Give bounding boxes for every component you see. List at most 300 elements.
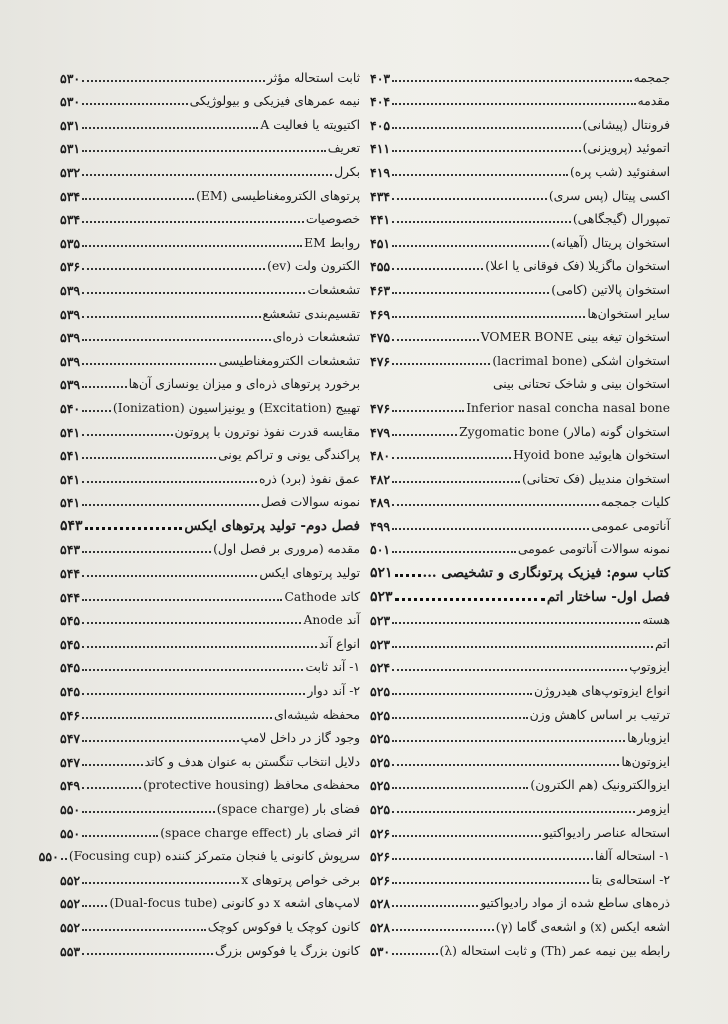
toc-entry-leader — [82, 150, 326, 152]
toc-entry-leader — [82, 717, 272, 719]
toc-entry-leader — [392, 693, 532, 695]
toc-entry-leader — [392, 457, 511, 459]
toc-entry — [60, 274, 360, 298]
toc-entry-leader — [392, 292, 549, 294]
toc-entry — [370, 392, 670, 416]
toc-entry-title: کتاب سوم: فیزیک پرتونگاری و تشخیصی ... — [422, 565, 670, 582]
toc-entry-leader — [82, 599, 282, 601]
toc-entry-title: استخوان هایوئید Hyoid bone — [513, 448, 670, 463]
toc-entry-leader — [392, 127, 580, 129]
toc-entry-page: ۵۴۶ — [60, 707, 81, 723]
toc-entry — [370, 841, 670, 865]
toc-entry-title: استخوان اشکی (lacrimal bone) — [492, 353, 670, 368]
toc-entry — [60, 605, 360, 629]
toc-entry-leader — [392, 551, 516, 553]
toc-entry-title: آند Anode — [303, 613, 360, 628]
toc-entry-title: تقسیم‌بندی تشعشع — [262, 306, 360, 321]
toc-entry-title: سرپوش کانونی یا فنجان متمرکز کننده (Focusing cup) — [68, 849, 360, 864]
toc-entry-title: استخوان تیغه بینی VOMER BONE — [480, 330, 670, 345]
toc-entry — [370, 133, 670, 157]
toc-entry-page: ۵۵۲ — [60, 919, 81, 935]
toc-entry — [370, 180, 670, 204]
toc-entry-page: ۴۶۳ — [370, 282, 391, 298]
toc-entry-leader — [392, 174, 568, 176]
toc-entry — [60, 817, 360, 841]
toc-entry-page: ۴۳۴ — [370, 188, 391, 204]
toc-entry — [60, 392, 360, 416]
toc-entry — [60, 345, 360, 369]
toc-entry — [60, 510, 360, 534]
toc-entry-title: خصوصیات — [305, 212, 360, 227]
toc-entry-page: ۵۵۳ — [60, 943, 81, 959]
toc-entry-leader — [82, 835, 158, 837]
toc-entry-leader — [82, 882, 239, 884]
toc-entry-leader — [392, 622, 640, 624]
toc-entry-page: ۵۴۰ — [60, 400, 81, 416]
toc-entry — [370, 251, 670, 275]
toc-entry-leader — [82, 221, 304, 223]
toc-entry — [370, 227, 670, 251]
toc-entry-title: تشعشعات ذره‌ای — [272, 330, 360, 345]
toc-entry-title: نمونه سوالات فصل — [260, 495, 360, 510]
toc-entry-title: استخوان پالاتین (کامی) — [551, 282, 670, 297]
toc-entry — [60, 322, 360, 346]
toc-entry-leader — [82, 292, 305, 294]
toc-entry-page: ۵۴۵ — [60, 660, 81, 676]
toc-entry — [370, 534, 670, 558]
toc-entry-title: ذره‌های ساطع شده از مواد رادیواکتیو — [480, 896, 670, 911]
toc-entry-page: ۵۳۵ — [60, 235, 81, 251]
toc-entry-leader — [82, 363, 216, 365]
toc-column-right — [370, 62, 670, 959]
toc-entry-leader — [392, 316, 585, 318]
toc-entry-leader — [82, 787, 141, 789]
toc-entry-title: مقدمه — [637, 94, 670, 109]
toc-entry-title: مقدمه (مروری بر فصل اول) — [213, 542, 360, 557]
toc-entry-title: نیمه عمرهای فیزیکی و بیولوژیکی — [189, 94, 360, 109]
toc-entry-leader — [392, 646, 653, 648]
toc-entry-leader — [392, 811, 635, 813]
toc-entry-page: ۴۸۰ — [370, 448, 391, 464]
toc-entry-page: ۵۲۸ — [370, 896, 391, 912]
toc-entry-page: ۴۷۹ — [370, 424, 391, 440]
toc-entry-page: ۴۱۱ — [370, 141, 391, 157]
toc-entry-leader — [82, 740, 238, 742]
toc-entry-page: ۵۳۴ — [60, 188, 81, 204]
toc-entry-page: ۴۴۱ — [370, 212, 391, 228]
toc-entry-page: ۵۴۳ — [60, 517, 83, 534]
toc-entry-leader — [82, 127, 258, 129]
toc-entry — [370, 86, 670, 110]
toc-entry — [370, 62, 670, 86]
toc-entry-page: ۴۷۵ — [370, 330, 391, 346]
toc-entry-page: ۵۳۹ — [60, 353, 81, 369]
toc-entry-leader — [82, 386, 126, 388]
toc-entry-page: ۵۴۹ — [60, 778, 81, 794]
toc-entry — [370, 770, 670, 794]
toc-entry-page: ۵۳۹ — [60, 306, 81, 322]
toc-entry-page: ۵۴۳ — [60, 542, 81, 558]
toc-entry-leader — [82, 434, 172, 436]
toc-entry-page: ۵۵۲ — [60, 872, 81, 888]
toc-entry — [370, 156, 670, 180]
toc-entry — [60, 487, 360, 511]
toc-entry — [370, 416, 670, 440]
toc-entry-title: سایر استخوان‌ها — [587, 306, 670, 321]
toc-entry-title: پراکندگی یونی و تراکم یونی — [218, 448, 360, 463]
toc-entry — [60, 699, 360, 723]
toc-entry-page: ۵۴۷ — [60, 754, 81, 770]
toc-entry-leader — [392, 764, 619, 766]
toc-entry-page: ۴۶۹ — [370, 306, 391, 322]
toc-entry — [60, 652, 360, 676]
toc-entry-page: ۴۱۹ — [370, 164, 391, 180]
toc-entry — [370, 675, 670, 699]
toc-entry — [370, 793, 670, 817]
toc-entry-page: ۴۰۴ — [370, 94, 391, 110]
toc-entry-leader — [395, 574, 421, 577]
toc-entry-leader — [392, 245, 549, 247]
toc-entry-leader — [392, 787, 528, 789]
toc-entry — [60, 746, 360, 770]
toc-entry-page: ۵۲۵ — [370, 684, 391, 700]
toc-entry — [60, 298, 360, 322]
toc-entry-title: لامپ‌های اشعه x دو کانونی (Dual-focus tube) — [109, 896, 360, 911]
toc-entry-title: اکسی پیتال (پس سری) — [548, 188, 670, 203]
toc-entry-title: فرونتال (پیشانی) — [582, 117, 670, 132]
toc-entry-page: ۵۳۱ — [60, 117, 81, 133]
toc-entry-title: تمپورال (گیجگاهی) — [572, 212, 670, 227]
toc-entry — [60, 251, 360, 275]
toc-entry-page: ۴۸۹ — [370, 495, 391, 511]
toc-entry-title: دلایل انتخاب تنگستن به عنوان هدف و کاتد — [144, 754, 360, 769]
toc-entry — [370, 605, 670, 629]
toc-entry-title: استخوان بینی و شاخک تحتانی بینی — [493, 377, 670, 392]
toc-entry-page: ۴۷۶ — [370, 400, 391, 416]
toc-entry-page: ۵۳۰ — [370, 943, 391, 959]
toc-entry — [60, 463, 360, 487]
toc-entry-page: ۵۲۵ — [370, 754, 391, 770]
toc-entry-leader — [82, 316, 260, 318]
toc-entry-page: ۵۲۳ — [370, 613, 391, 629]
toc-entry-leader — [392, 198, 547, 200]
toc-entry-leader — [82, 80, 265, 82]
toc-entry-leader — [82, 551, 211, 553]
toc-entry-page: ۵۵۰ — [60, 825, 81, 841]
toc-entry-leader — [82, 646, 317, 648]
toc-entry — [370, 109, 670, 133]
toc-entry-page: ۵۲۶ — [370, 849, 391, 865]
toc-entry-page: ۵۰۱ — [370, 542, 391, 558]
toc-entry-title: اسفنوئید (شب پره) — [569, 164, 670, 179]
toc-entry-title: روابط EM — [304, 235, 360, 250]
toc-entry-title: برخورد پرتوهای ذره‌ای و میزان یونسازی آن‌ها — [128, 377, 360, 392]
toc-entry — [60, 935, 360, 959]
toc-column-left — [38, 62, 360, 959]
toc-entry-title: فصل اول- ساختار اتم — [546, 588, 670, 605]
toc-entry-title: کانون کوچک یا فوکوس کوچک — [207, 919, 360, 934]
toc-entry-title: ۲- آند دوار — [307, 684, 360, 699]
toc-entry — [60, 440, 360, 464]
toc-entry-leader — [82, 410, 111, 412]
toc-entry-title: محفظه‌ی محافظ (protective housing) — [143, 778, 360, 793]
toc-entry-leader — [82, 198, 194, 200]
toc-entry-title: تشعشعات الکترومغناطیسی — [218, 353, 360, 368]
toc-entry-title: اتم — [654, 636, 670, 651]
toc-entry-leader — [82, 622, 301, 624]
toc-entry-leader — [82, 339, 270, 341]
toc-entry-page: ۵۴۵ — [60, 636, 81, 652]
toc-entry-leader — [392, 103, 635, 105]
toc-entry-title: ایزوتون‌ها — [621, 754, 670, 769]
toc-entry-title: هسته — [642, 613, 670, 628]
toc-entry-leader — [392, 929, 494, 931]
toc-entry — [60, 770, 360, 794]
toc-entry-leader — [82, 929, 206, 931]
toc-entry — [60, 557, 360, 581]
toc-entry-page: ۵۵۲ — [60, 896, 81, 912]
toc-entry — [370, 628, 670, 652]
toc-entry-title: اکتیویته یا فعالیت A — [260, 117, 360, 132]
toc-entry — [370, 322, 670, 346]
toc-entry — [60, 723, 360, 747]
toc-entry-page: ۵۲۸ — [370, 919, 391, 935]
toc-entry-title: ۱- استحاله آلفا — [594, 849, 670, 864]
toc-entry — [60, 180, 360, 204]
toc-entry-page: ۵۴۵ — [60, 613, 81, 629]
toc-entry-title: اشعه ایکس (x) و اشعه‌ی گاما (γ) — [495, 919, 670, 934]
toc-entry-leader — [392, 363, 490, 365]
toc-entry-leader — [392, 150, 580, 152]
toc-entry-title: استخوان مندیبل (فک تحتانی) — [521, 471, 670, 486]
toc-entry-page: ۵۲۵ — [370, 778, 391, 794]
toc-entry-page: ۵۴۷ — [60, 731, 81, 747]
toc-entry-title: رابطه بین نیمه عمر (Th) و ثابت استحاله (λ) — [439, 943, 670, 958]
toc-entry-leader — [82, 481, 257, 483]
toc-entry — [60, 416, 360, 440]
toc-entry-leader — [82, 811, 215, 813]
toc-entry — [60, 62, 360, 86]
toc-entry — [60, 628, 360, 652]
toc-entry — [370, 581, 670, 605]
toc-entry-page: ۵۳۰ — [60, 70, 81, 86]
toc-entry-leader — [82, 905, 107, 907]
toc-entry-title: تشعشعات — [307, 282, 360, 297]
toc-entry-page: ۵۳۹ — [60, 377, 81, 393]
toc-entry — [60, 534, 360, 558]
toc-entry-title: تولید پرتوهای ایکس — [259, 566, 360, 581]
toc-entry — [60, 911, 360, 935]
toc-entry-page: ۵۲۶ — [370, 825, 391, 841]
toc-entry-leader — [392, 481, 520, 483]
toc-entry-leader — [392, 835, 541, 837]
toc-entry-page: ۵۴۱ — [60, 424, 81, 440]
toc-entry — [370, 463, 670, 487]
toc-entry-title: بکرل — [334, 164, 360, 179]
toc-entry-leader — [82, 693, 305, 695]
toc-entry — [370, 557, 670, 581]
toc-entry-title: Inferior nasal concha nasal bone — [466, 400, 670, 415]
toc-entry-page: ۵۴۱ — [60, 471, 81, 487]
toc-entry — [370, 864, 670, 888]
toc-entry-leader — [85, 527, 183, 530]
toc-entry-title: استخوان ماگزیلا (فک فوقانی یا اعلا) — [485, 259, 670, 274]
toc-entry-leader — [392, 740, 625, 742]
toc-entry — [60, 227, 360, 251]
toc-entry-title: جمجمه — [633, 70, 670, 85]
toc-entry — [370, 274, 670, 298]
toc-entry — [370, 652, 670, 676]
toc-entry-title: فصل دوم- تولید پرتوهای ایکس — [184, 517, 360, 534]
toc-entry-leader — [392, 80, 631, 82]
toc-entry — [370, 487, 670, 511]
toc-entry — [370, 699, 670, 723]
toc-entry-title: کانون بزرگ یا فوکوس بزرگ — [215, 943, 360, 958]
toc-entry — [370, 345, 670, 369]
toc-entry-page: ۴۵۵ — [370, 259, 391, 275]
toc-entry-page: ۴۰۳ — [370, 70, 391, 86]
toc-entry-title: مقایسه قدرت نفوذ نوترون با پروتون — [174, 424, 360, 439]
toc-entry-title: انواع آند — [318, 636, 360, 651]
toc-entry-page: ۵۲۱ — [370, 565, 393, 582]
toc-entry — [60, 369, 360, 393]
toc-entry-title: ۲- استحاله‌ی بتا — [591, 872, 670, 887]
toc-entry-title: ۱- آند ثابت — [305, 660, 360, 675]
toc-entry-page: ۵۲۳ — [370, 588, 393, 605]
toc-entry-title: استخوان پریتال (آهیانه) — [551, 235, 670, 250]
toc-entry-title: الکترون ولت (ev) — [267, 259, 360, 274]
toc-entry-title: استحاله عناصر رادیواکتیو — [543, 825, 670, 840]
toc-entry-page: ۵۲۴ — [370, 660, 391, 676]
toc-entry — [60, 581, 360, 605]
toc-entry-title: محفظه شیشه‌ای — [274, 707, 360, 722]
toc-entry — [60, 109, 360, 133]
toc-entry-title: ایزوبارها — [627, 731, 670, 746]
toc-entry-title: ایزوتوپ — [629, 660, 670, 675]
toc-entry-title: ثابت استحاله مؤثر — [266, 70, 360, 85]
toc-entry-title: نمونه سوالات آناتومی عمومی — [517, 542, 670, 557]
toc-entry-page: ۵۲۶ — [370, 872, 391, 888]
toc-entry — [60, 675, 360, 699]
toc-entry — [370, 369, 670, 393]
toc-entry-page: ۴۰۵ — [370, 117, 391, 133]
toc-entry-page: ۵۳۰ — [60, 94, 81, 110]
toc-entry — [60, 204, 360, 228]
toc-entry-title: تعریف — [327, 141, 360, 156]
toc-entry-title: کلیات جمجمه — [600, 495, 670, 510]
toc-entry-page: ۵۳۲ — [60, 164, 81, 180]
toc-entry-title: تهییج (Excitation) و یونیزاسیون (Ionization) — [112, 400, 360, 415]
toc-entry-page: ۵۳۴ — [60, 212, 81, 228]
toc-entry-leader — [82, 669, 303, 671]
toc-entry — [370, 935, 670, 959]
toc-entry-leader — [82, 504, 259, 506]
toc-entry-leader — [392, 669, 627, 671]
toc-entry — [370, 204, 670, 228]
toc-entry — [60, 864, 360, 888]
toc-entry-leader — [82, 103, 188, 105]
toc-entry — [370, 888, 670, 912]
toc-entry-page: ۴۸۲ — [370, 471, 391, 487]
toc-entry-page: ۴۹۹ — [370, 518, 391, 534]
toc-entry-leader — [392, 953, 437, 955]
toc-entry-leader — [82, 245, 302, 247]
toc-entry — [370, 817, 670, 841]
toc-entry — [60, 86, 360, 110]
toc-entry-page: ۵۲۳ — [370, 636, 391, 652]
toc-entry-page: ۵۵۰ — [38, 849, 59, 865]
toc-entry — [60, 888, 360, 912]
toc-entry-title: استخوان گونه (مالار) Zygomatic bone — [459, 424, 670, 439]
toc-entry — [370, 440, 670, 464]
toc-entry-leader — [395, 598, 545, 601]
toc-entry — [60, 793, 360, 817]
toc-entry-page: ۵۳۹ — [60, 282, 81, 298]
toc-entry-page: ۵۳۹ — [60, 330, 81, 346]
toc-entry-title: کاتد Cathode — [284, 589, 360, 604]
toc-entry-page: ۵۵۰ — [60, 802, 81, 817]
toc-entry-page: ۵۴۴ — [60, 589, 81, 605]
toc-entry-page: ۴۷۶ — [370, 353, 391, 369]
toc-entry-title: اثر فضای بار (space charge effect) — [160, 825, 360, 840]
toc-entry — [60, 156, 360, 180]
toc-entry-leader — [392, 410, 464, 412]
toc-entry — [370, 911, 670, 935]
toc-entry-title: فضای بار (space charge) — [216, 802, 360, 816]
toc-entry-page: ۵۲۵ — [370, 707, 391, 723]
toc-entry-title: عمق نفوذ (برد) ذره — [258, 471, 360, 486]
toc-entry — [370, 510, 670, 534]
toc-entry-leader — [392, 268, 483, 270]
toc-entry-leader — [392, 434, 457, 436]
toc-entry-title: اتموئید (پرویزنی) — [582, 141, 670, 156]
toc-entry-leader — [392, 717, 527, 719]
toc-entry-page: ۵۴۵ — [60, 684, 81, 700]
toc-entry — [370, 746, 670, 770]
toc-entry-leader — [392, 858, 593, 860]
toc-entry-leader — [82, 953, 213, 955]
toc-entry — [60, 133, 360, 157]
toc-entry-page: ۴۵۱ — [370, 235, 391, 251]
toc-entry-leader — [82, 457, 216, 459]
toc-entry-page: ۵۴۴ — [60, 566, 81, 582]
toc-entry-page: ۵۲۵ — [370, 802, 391, 817]
toc-entry-leader — [392, 528, 589, 530]
toc-entry-title: انواع ایزوتوپ‌های هیدروژن — [533, 684, 670, 699]
toc-entry-title: برخی خواص پرتوهای x — [241, 872, 360, 887]
toc-entry-page: ۵۴۱ — [60, 495, 81, 511]
toc-entry-leader — [392, 905, 478, 907]
toc-entry — [370, 723, 670, 747]
toc-entry-page: ۵۲۵ — [370, 731, 391, 747]
toc-entry-page: ۵۴۱ — [60, 448, 81, 464]
toc-entry — [38, 841, 360, 865]
toc-entry-leader — [82, 764, 143, 766]
toc-entry-leader — [82, 174, 332, 176]
toc-entry-leader — [392, 339, 479, 341]
toc-entry-leader — [82, 268, 265, 270]
toc-entry-title: وجود گاز در داخل لامپ — [240, 731, 360, 746]
toc-entry-title: ایزوالکترونیک (هم الکترون) — [530, 778, 670, 793]
toc-entry-title: پرتوهای الکترومغناطیسی (EM) — [196, 188, 360, 203]
toc-entry-leader — [82, 575, 257, 577]
toc-entry-title: ترتیب بر اساس کاهش وزن — [529, 707, 670, 722]
toc-entry-page: ۵۳۶ — [60, 259, 81, 275]
toc-entry-leader — [392, 504, 599, 506]
toc-entry — [370, 298, 670, 322]
toc-entry-leader — [61, 858, 67, 860]
toc-entry-leader — [392, 221, 571, 223]
